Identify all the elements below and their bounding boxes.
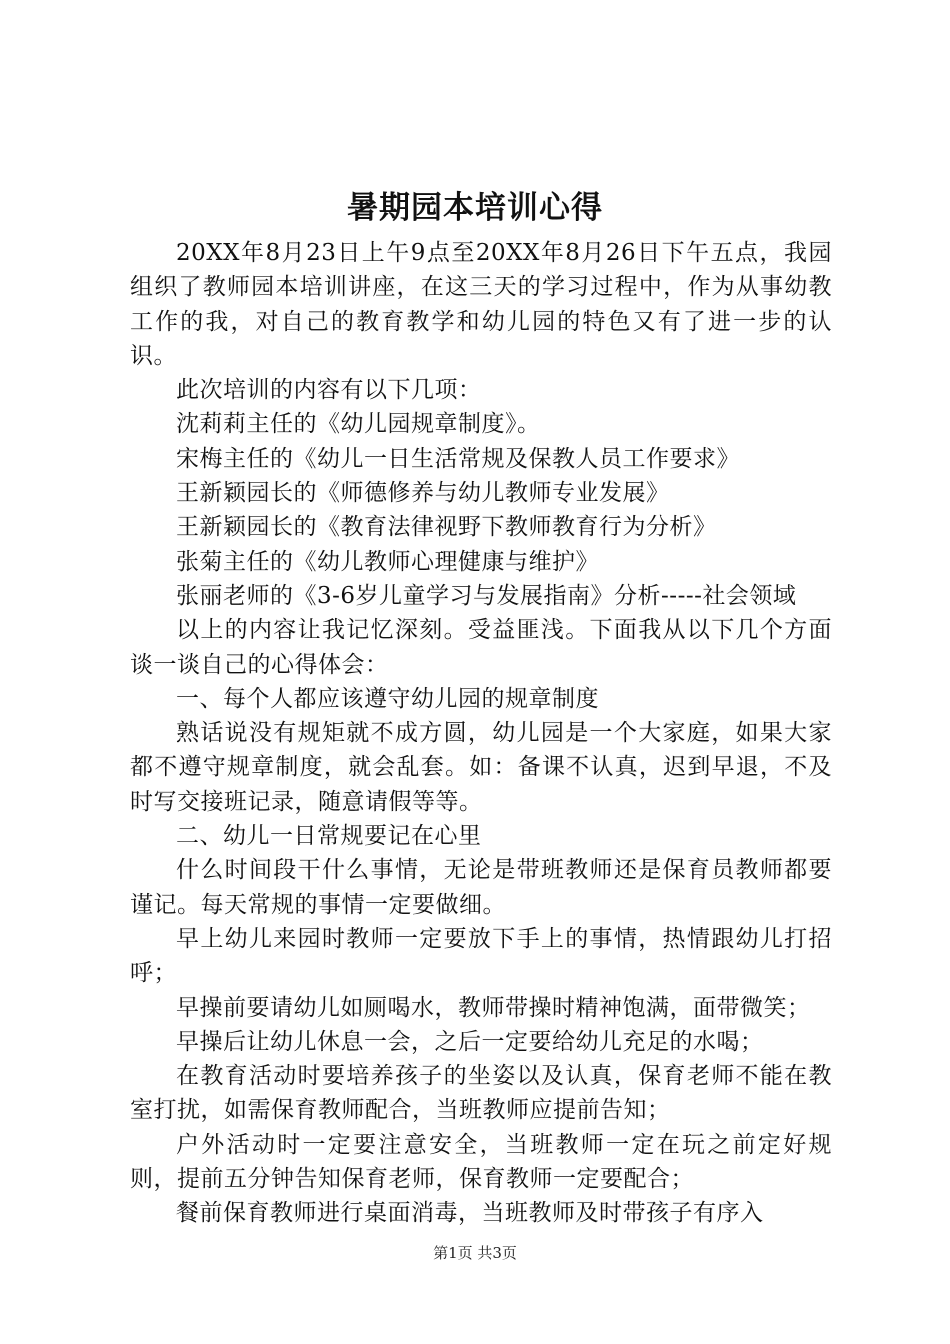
document-title: 暑期园本培训心得 [347, 190, 603, 226]
paragraph: 宋梅主任的《幼儿一日生活常规及保教人员工作要求》 [176, 445, 740, 472]
section-heading: 一、每个人都应该遵守幼儿园的规章制度 [176, 685, 599, 712]
paragraph: 20XX年8月23日上午9点至20XX年8月26日下午五点，我园组织了教师园本培训讲座，在这三天的学习过程中，作为从事幼教工作的我，对自己的教育教学和幼儿园的特色又有了进一步的认识。 [130, 240, 832, 369]
paragraph: 沈莉莉主任的《幼儿园规章制度》。 [176, 411, 541, 438]
paragraph: 王新颖园长的《师德修养与幼儿教师专业发展》 [176, 480, 670, 507]
paragraph: 熟话说没有规矩就不成方圆，幼儿园是一个大家庭，如果大家都不遵守规章制度，就会乱套。如：备课不认真，迟到早退，不及时写交接班记录，随意请假等等。 [130, 720, 832, 815]
paragraph: 户外活动时一定要注意安全，当班教师一定在玩之前定好规则，提前五分钟告知保育老师，保育教师一定要配合； [130, 1131, 832, 1193]
paragraph: 张菊主任的《幼儿教师心理健康与维护》 [176, 548, 599, 575]
paragraph: 早操前要请幼儿如厕喝水，教师带操时精神饱满，面带微笑； [176, 994, 811, 1021]
paragraph: 此次培训的内容有以下几项： [176, 377, 482, 404]
paragraph: 餐前保育教师进行桌面消毒，当班教师及时带孩子有序入 [176, 1200, 764, 1227]
paragraph: 在教育活动时要培养孩子的坐姿以及认真，保育老师不能在教室打扰，如需保育教师配合，当班教师应提前告知； [130, 1063, 832, 1124]
document-body [130, 236, 832, 1231]
paragraph: 早操后让幼儿休息一会，之后一定要给幼儿充足的水喝； [176, 1028, 764, 1055]
paragraph: 早上幼儿来园时教师一定要放下手上的事情，热情跟幼儿打招呼； [130, 925, 832, 987]
paragraph: 以上的内容让我记忆深刻。受益匪浅。下面我从以下几个方面谈一谈自己的心得体会： [130, 617, 832, 678]
paragraph: 什么时间段干什么事情，无论是带班教师还是保育员教师都要谨记。每天常规的事情一定要做细。 [130, 857, 832, 918]
section-heading: 二、幼儿一日常规要记在心里 [176, 823, 482, 850]
paragraph: 王新颖园长的《教育法律视野下教师教育行为分析》 [176, 514, 717, 541]
paragraph: 张丽老师的《3-6岁儿童学习与发展指南》分析-----社会领域 [176, 582, 797, 609]
page-footer: 第1页 共3页 [433, 1244, 517, 1262]
